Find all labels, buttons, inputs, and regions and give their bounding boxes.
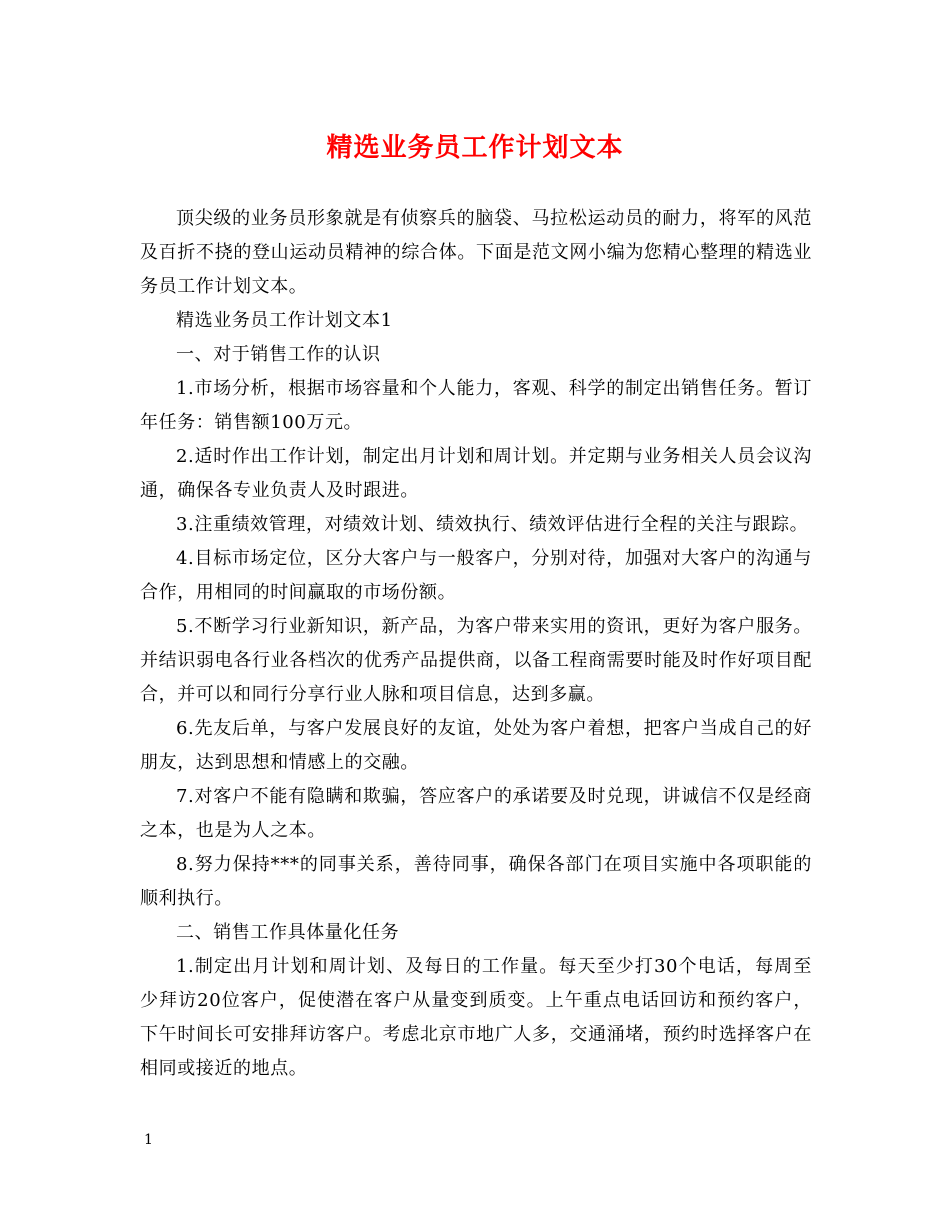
intro-paragraph: 顶尖级的业务员形象就是有侦察兵的脑袋、马拉松运动员的耐力，将军的风范及百折不挠的登山运动员精神的综合体。下面是范文网小编为您精心整理的精选业务员工作计划文本。 xyxy=(140,208,812,297)
page-number: 1 xyxy=(144,1132,153,1148)
list-item-1-8: 8.努力保持***的同事关系，善待同事，确保各部门在项目实施中各项职能的顺利执行。 xyxy=(140,854,812,909)
list-item-1-5: 5.不断学习行业新知识，新产品，为客户带来实用的资讯，更好为客户服务。并结识弱电各行业各档次的优秀产品提供商，以备工程商需要时能及时作好项目配合，并可以和同行分享行业人脉和项目信息，达到多赢。 xyxy=(140,616,812,705)
document-body xyxy=(140,202,812,1086)
list-item-1-4: 4.目标市场定位，区分大客户与一般客户，分别对待，加强对大客户的沟通与合作，用相同的时间赢取的市场份额。 xyxy=(140,548,812,603)
subsection-heading-2: 二、销售工作具体量化任务 xyxy=(176,922,400,943)
list-item-1-6: 6.先友后单，与客户发展良好的友谊，处处为客户着想，把客户当成自己的好朋友，达到思想和情感上的交融。 xyxy=(140,718,812,773)
list-item-1-7: 7.对客户不能有隐瞒和欺骗，答应客户的承诺要及时兑现，讲诚信不仅是经商之本，也是为人之本。 xyxy=(140,786,812,841)
list-item-1-2: 2.适时作出工作计划，制定出月计划和周计划。并定期与业务相关人员会议沟通，确保各专业负责人及时跟进。 xyxy=(140,446,812,501)
list-item-1-1: 1.市场分析，根据市场容量和个人能力，客观、科学的制定出销售任务。暂订年任务：销售额100万元。 xyxy=(140,378,812,433)
list-item-2-1: 1.制定出月计划和周计划、及每日的工作量。每天至少打30个电话，每周至少拜访20位客户，促使潜在客户从量变到质变。上午重点电话回访和预约客户，下午时间长可安排拜访客户。考虑北京市地广人多，交通涌堵，预约时选择客户在相同或接近的地点。 xyxy=(140,956,812,1079)
section-heading-text-1: 精选业务员工作计划文本1 xyxy=(176,310,393,331)
list-item-1-3: 3.注重绩效管理，对绩效计划、绩效执行、绩效评估进行全程的关注与跟踪。 xyxy=(176,514,809,535)
subsection-heading-1: 一、对于销售工作的认识 xyxy=(176,344,381,365)
document-title: 精选业务员工作计划文本 xyxy=(326,133,624,163)
